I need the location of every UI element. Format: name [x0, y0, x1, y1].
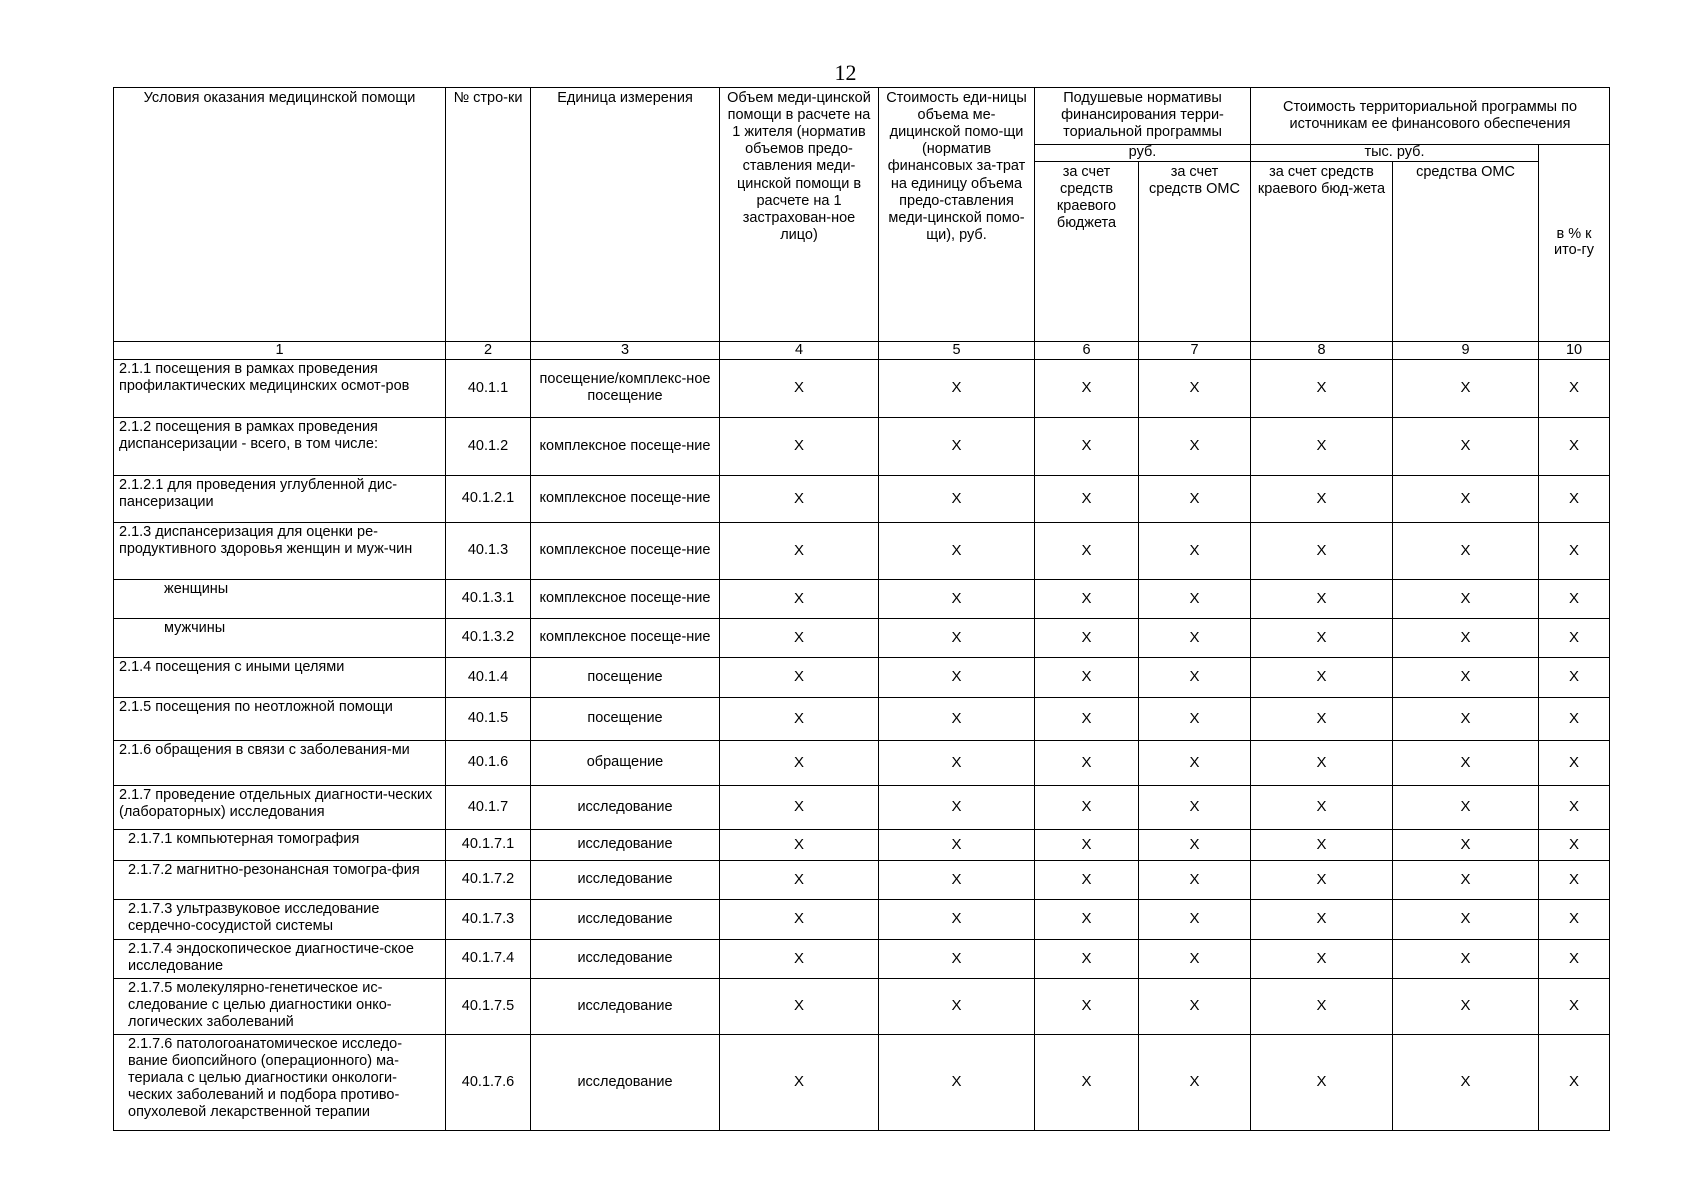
condition-cell: 2.1.1 посещения в рамках проведения профилактических медицинских осмот-ров	[114, 359, 446, 417]
value-cell: X	[1139, 740, 1251, 785]
value-cell: X	[1035, 417, 1139, 475]
table-header	[114, 88, 1610, 360]
value-cell: X	[1251, 579, 1393, 618]
condition-cell: 2.1.2.1 для проведения углубленной дис-пансеризации	[114, 475, 446, 522]
page-number: 12	[834, 60, 857, 85]
value-cell: X	[1393, 860, 1539, 899]
unit-cell: комплексное посеще-ние	[531, 417, 720, 475]
value-cell: X	[720, 359, 879, 417]
value-cell: X	[879, 657, 1035, 697]
header-volume: Объем меди-цинской помощи в расчете на 1 жителя (норматив объемов предо-ставления меди-цинской помощи в расчете на 1 застрахован-ное лицо)	[720, 88, 879, 342]
value-cell: X	[1251, 829, 1393, 860]
value-cell: X	[1393, 785, 1539, 829]
column-number: 5	[879, 341, 1035, 359]
unit-cell: исследование	[531, 939, 720, 978]
header-oms-funds: средства ОМС	[1393, 161, 1539, 341]
value-cell: X	[1251, 697, 1393, 740]
table-row	[114, 657, 1610, 697]
row-number-cell: 40.1.6	[446, 740, 531, 785]
value-cell: X	[1035, 697, 1139, 740]
column-number: 3	[531, 341, 720, 359]
value-cell: X	[720, 978, 879, 1034]
column-number: 6	[1035, 341, 1139, 359]
unit-cell: посещение	[531, 657, 720, 697]
value-cell: X	[720, 417, 879, 475]
value-cell: X	[1139, 939, 1251, 978]
unit-cell: комплексное посеще-ние	[531, 618, 720, 657]
value-cell: X	[1539, 939, 1610, 978]
value-cell: X	[879, 860, 1035, 899]
column-number: 10	[1539, 341, 1610, 359]
value-cell: X	[1035, 785, 1139, 829]
value-cell: X	[1139, 657, 1251, 697]
header-percent: в % к ито-гу	[1539, 145, 1610, 342]
value-cell: X	[1393, 697, 1539, 740]
header-per-capita: Подушевые нормативы финансирования терри-ториальной программы	[1035, 88, 1251, 145]
unit-cell: исследование	[531, 899, 720, 939]
value-cell: X	[879, 359, 1035, 417]
value-cell: X	[1539, 475, 1610, 522]
column-number: 1	[114, 341, 446, 359]
column-number: 2	[446, 341, 531, 359]
value-cell: X	[720, 579, 879, 618]
condition-cell: 2.1.7.1 компьютерная томография	[114, 829, 446, 860]
value-cell: X	[1035, 579, 1139, 618]
value-cell: X	[1139, 1034, 1251, 1130]
table-row	[114, 860, 1610, 899]
table-row	[114, 618, 1610, 657]
value-cell: X	[1393, 899, 1539, 939]
condition-cell: 2.1.5 посещения по неотложной помощи	[114, 697, 446, 740]
value-cell: X	[1393, 475, 1539, 522]
table-row	[114, 579, 1610, 618]
value-cell: X	[1139, 359, 1251, 417]
table-row	[114, 978, 1610, 1034]
row-number-cell: 40.1.3	[446, 522, 531, 579]
condition-cell: 2.1.7.2 магнитно-резонансная томогра-фия	[114, 860, 446, 899]
value-cell: X	[1539, 1034, 1610, 1130]
value-cell: X	[879, 417, 1035, 475]
value-cell: X	[1539, 785, 1610, 829]
value-cell: X	[1035, 978, 1139, 1034]
value-cell: X	[1393, 417, 1539, 475]
value-cell: X	[879, 475, 1035, 522]
value-cell: X	[879, 618, 1035, 657]
value-cell: X	[720, 740, 879, 785]
value-cell: X	[1251, 657, 1393, 697]
value-cell: X	[1139, 978, 1251, 1034]
value-cell: X	[1539, 417, 1610, 475]
unit-cell: исследование	[531, 829, 720, 860]
row-number-cell: 40.1.2.1	[446, 475, 531, 522]
value-cell: X	[720, 475, 879, 522]
value-cell: X	[1393, 579, 1539, 618]
row-number-cell: 40.1.2	[446, 417, 531, 475]
value-cell: X	[1035, 860, 1139, 899]
value-cell: X	[720, 899, 879, 939]
header-row-no: № стро-ки	[446, 88, 531, 342]
unit-cell: исследование	[531, 1034, 720, 1130]
value-cell: X	[1393, 657, 1539, 697]
value-cell: X	[1539, 657, 1610, 697]
header-rub: руб.	[1035, 145, 1251, 162]
value-cell: X	[1539, 522, 1610, 579]
value-cell: X	[1539, 618, 1610, 657]
table-row	[114, 785, 1610, 829]
value-cell: X	[720, 829, 879, 860]
condition-cell: мужчины	[114, 618, 446, 657]
row-number-cell: 40.1.4	[446, 657, 531, 697]
value-cell: X	[1539, 860, 1610, 899]
row-number-cell: 40.1.7.1	[446, 829, 531, 860]
value-cell: X	[1393, 522, 1539, 579]
value-cell: X	[1139, 899, 1251, 939]
row-number-cell: 40.1.3.2	[446, 618, 531, 657]
value-cell: X	[1251, 522, 1393, 579]
row-number-cell: 40.1.7.6	[446, 1034, 531, 1130]
value-cell: X	[1393, 740, 1539, 785]
value-cell: X	[720, 860, 879, 899]
value-cell: X	[1035, 618, 1139, 657]
value-cell: X	[720, 697, 879, 740]
value-cell: X	[1251, 359, 1393, 417]
value-cell: X	[879, 939, 1035, 978]
unit-cell: исследование	[531, 785, 720, 829]
header-regional-budget-thous: за счет средств краевого бюд-жета	[1251, 161, 1393, 341]
condition-cell: 2.1.3 диспансеризация для оценки ре-продуктивного здоровья женщин и муж-чин	[114, 522, 446, 579]
value-cell: X	[879, 899, 1035, 939]
value-cell: X	[879, 579, 1035, 618]
table-row	[114, 417, 1610, 475]
column-number: 9	[1393, 341, 1539, 359]
value-cell: X	[1035, 359, 1139, 417]
table-row	[114, 899, 1610, 939]
value-cell: X	[1539, 359, 1610, 417]
value-cell: X	[1539, 899, 1610, 939]
value-cell: X	[1139, 860, 1251, 899]
value-cell: X	[879, 785, 1035, 829]
value-cell: X	[1251, 860, 1393, 899]
unit-cell: комплексное посеще-ние	[531, 475, 720, 522]
value-cell: X	[1035, 740, 1139, 785]
unit-cell: исследование	[531, 860, 720, 899]
value-cell: X	[879, 829, 1035, 860]
condition-cell: 2.1.7 проведение отдельных диагности-ческих (лабораторных) исследования	[114, 785, 446, 829]
value-cell: X	[1251, 740, 1393, 785]
header-conditions: Условия оказания медицинской помощи	[114, 88, 446, 342]
value-cell: X	[1393, 978, 1539, 1034]
value-cell: X	[1393, 829, 1539, 860]
value-cell: X	[1139, 618, 1251, 657]
value-cell: X	[1139, 697, 1251, 740]
condition-cell: 2.1.7.6 патологоанатомическое исследо-вание биопсийного (операционного) ма-териала с целью диагностики онкологи-ческих заболеваний и подбора противо-опухолевой лекарственной терапии	[114, 1034, 446, 1130]
value-cell: X	[1251, 475, 1393, 522]
table-row	[114, 1034, 1610, 1130]
value-cell: X	[1139, 829, 1251, 860]
value-cell: X	[1035, 1034, 1139, 1130]
row-number-cell: 40.1.3.1	[446, 579, 531, 618]
value-cell: X	[1393, 618, 1539, 657]
unit-cell: исследование	[531, 978, 720, 1034]
column-number: 7	[1139, 341, 1251, 359]
unit-cell: обращение	[531, 740, 720, 785]
value-cell: X	[1251, 1034, 1393, 1130]
value-cell: X	[1139, 522, 1251, 579]
header-regional-budget: за счет средств краевого бюджета	[1035, 161, 1139, 341]
condition-cell: 2.1.7.4 эндоскопическое диагностиче-ское исследование	[114, 939, 446, 978]
condition-cell: 2.1.4 посещения с иными целями	[114, 657, 446, 697]
condition-cell: 2.1.2 посещения в рамках проведения диспансеризации - всего, в том числе:	[114, 417, 446, 475]
value-cell: X	[1251, 978, 1393, 1034]
value-cell: X	[1035, 522, 1139, 579]
table-body	[114, 359, 1610, 1130]
value-cell: X	[1251, 939, 1393, 978]
table-row	[114, 359, 1610, 417]
row-number-cell: 40.1.7.2	[446, 860, 531, 899]
column-number: 4	[720, 341, 879, 359]
row-number-cell: 40.1.7.3	[446, 899, 531, 939]
value-cell: X	[720, 618, 879, 657]
value-cell: X	[879, 1034, 1035, 1130]
program-cost-table	[113, 87, 1610, 1131]
unit-cell: посещение/комплекс-ное посещение	[531, 359, 720, 417]
unit-cell: комплексное посеще-ние	[531, 522, 720, 579]
value-cell: X	[879, 978, 1035, 1034]
value-cell: X	[1251, 785, 1393, 829]
value-cell: X	[1251, 417, 1393, 475]
row-number-cell: 40.1.7	[446, 785, 531, 829]
value-cell: X	[1139, 417, 1251, 475]
value-cell: X	[1139, 785, 1251, 829]
unit-cell: комплексное посеще-ние	[531, 579, 720, 618]
header-program-cost: Стоимость территориальной программы по источникам ее финансового обеспечения	[1251, 88, 1610, 145]
table-row	[114, 939, 1610, 978]
header-oms: за счет средств ОМС	[1139, 161, 1251, 341]
value-cell: X	[879, 522, 1035, 579]
value-cell: X	[879, 740, 1035, 785]
value-cell: X	[1139, 579, 1251, 618]
value-cell: X	[1539, 697, 1610, 740]
unit-cell: посещение	[531, 697, 720, 740]
value-cell: X	[879, 697, 1035, 740]
value-cell: X	[720, 522, 879, 579]
header-thous-rub: тыс. руб.	[1251, 145, 1539, 162]
value-cell: X	[1035, 939, 1139, 978]
condition-cell: 2.1.6 обращения в связи с заболевания-ми	[114, 740, 446, 785]
value-cell: X	[1539, 740, 1610, 785]
table-row	[114, 697, 1610, 740]
value-cell: X	[1539, 829, 1610, 860]
column-numbers-row	[114, 341, 1610, 359]
value-cell: X	[1035, 657, 1139, 697]
value-cell: X	[1035, 475, 1139, 522]
row-number-cell: 40.1.7.5	[446, 978, 531, 1034]
value-cell: X	[720, 785, 879, 829]
value-cell: X	[720, 657, 879, 697]
value-cell: X	[1035, 899, 1139, 939]
value-cell: X	[1393, 939, 1539, 978]
row-number-cell: 40.1.1	[446, 359, 531, 417]
value-cell: X	[1539, 978, 1610, 1034]
value-cell: X	[1251, 618, 1393, 657]
table-row	[114, 740, 1610, 785]
header-unit: Единица измерения	[531, 88, 720, 342]
table-row	[114, 829, 1610, 860]
condition-cell: 2.1.7.3 ультразвуковое исследование сердечно-сосудистой системы	[114, 899, 446, 939]
value-cell: X	[720, 1034, 879, 1130]
table-row	[114, 475, 1610, 522]
value-cell: X	[1539, 579, 1610, 618]
column-number: 8	[1251, 341, 1393, 359]
value-cell: X	[720, 939, 879, 978]
value-cell: X	[1393, 1034, 1539, 1130]
condition-cell: женщины	[114, 579, 446, 618]
condition-cell: 2.1.7.5 молекулярно-генетическое ис-следование с целью диагностики онко-логических заболеваний	[114, 978, 446, 1034]
header-cost: Стоимость еди-ницы объема ме-дицинской помо-щи (норматив финансовых за-трат на единицу объема предо-ставления меди-цинской помо-щи), руб.	[879, 88, 1035, 342]
row-number-cell: 40.1.5	[446, 697, 531, 740]
value-cell: X	[1139, 475, 1251, 522]
table-row	[114, 522, 1610, 579]
value-cell: X	[1251, 899, 1393, 939]
value-cell: X	[1393, 359, 1539, 417]
value-cell: X	[1035, 829, 1139, 860]
row-number-cell: 40.1.7.4	[446, 939, 531, 978]
